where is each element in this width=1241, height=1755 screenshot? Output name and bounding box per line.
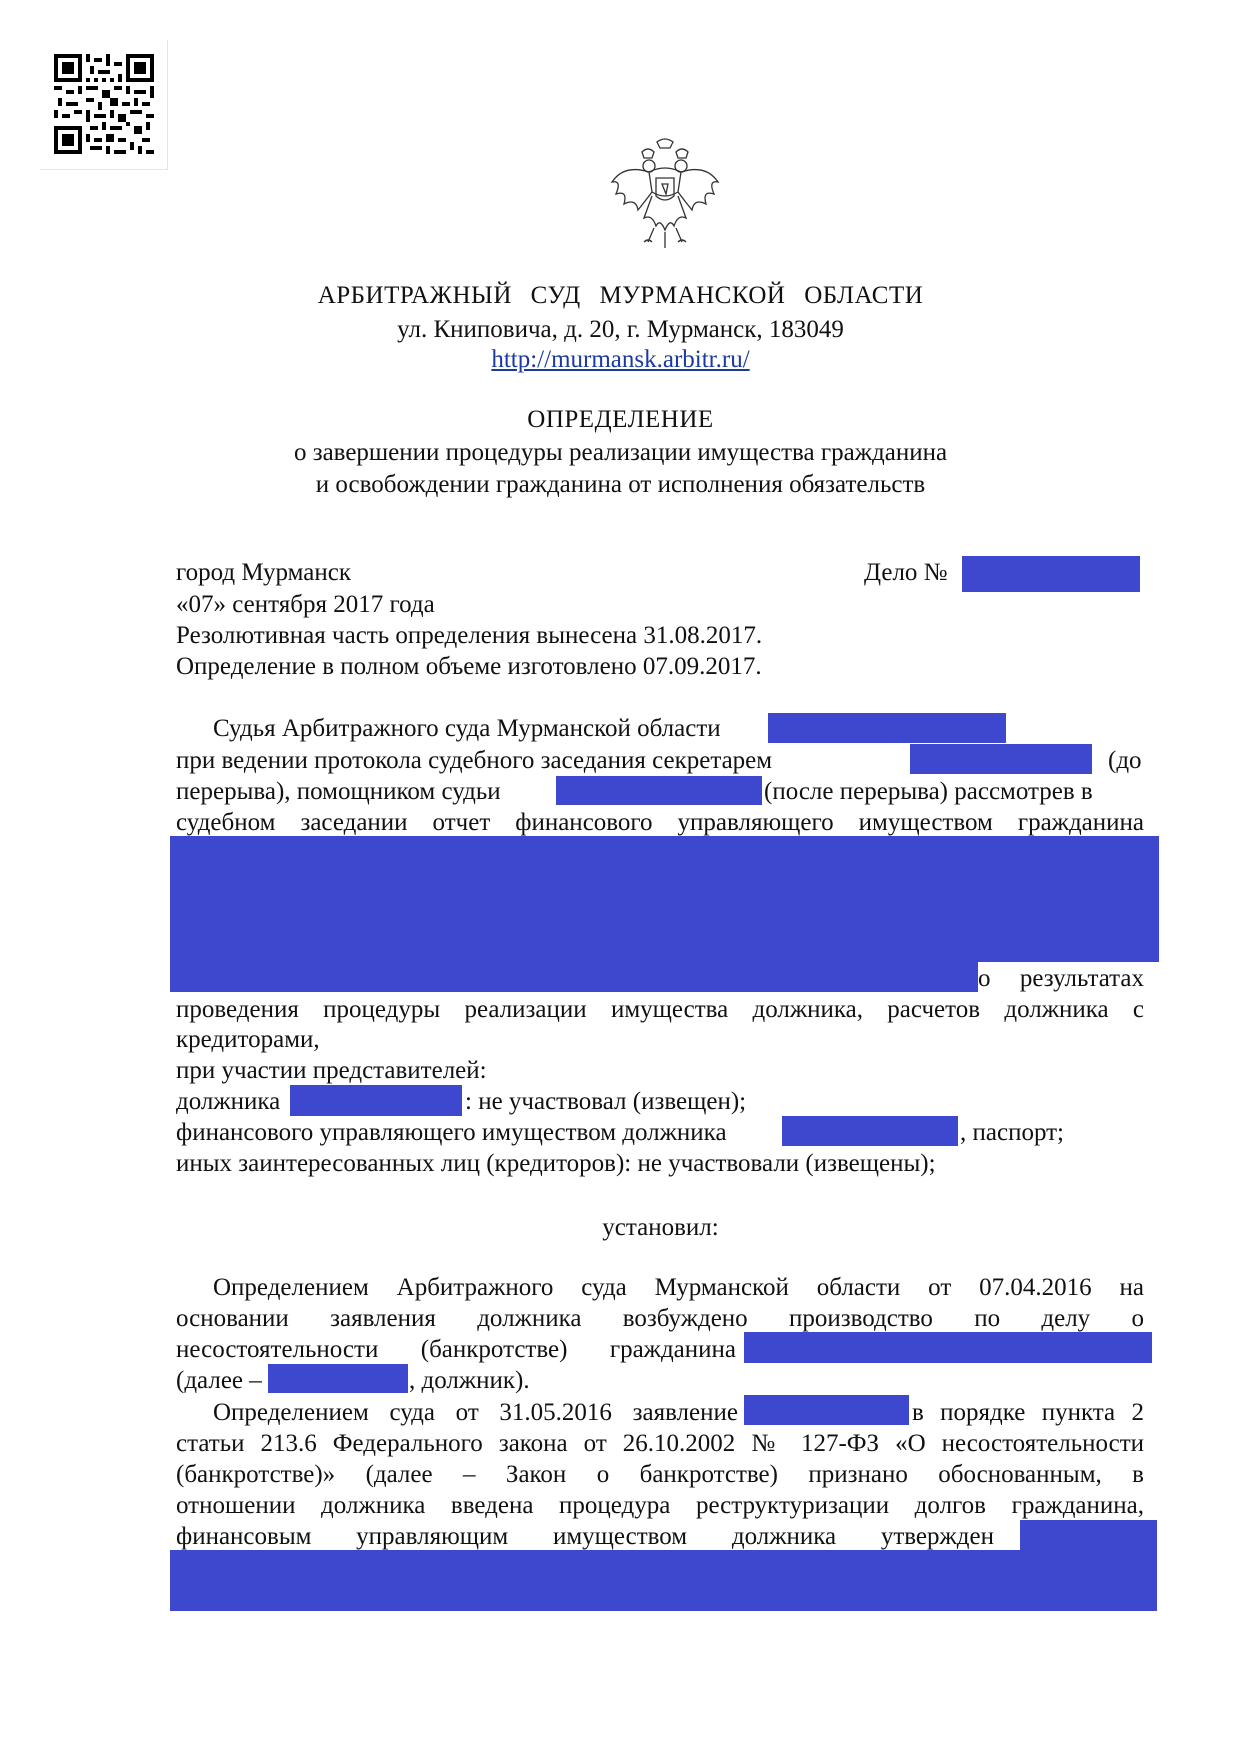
document-title: ОПРЕДЕЛЕНИЕ — [527, 406, 714, 433]
coat-of-arms-icon — [604, 134, 726, 256]
resolutive-part-date: Резолютивная часть определения вынесена 31.08.2017. — [176, 622, 763, 649]
p1-line-2b: (до — [1108, 747, 1142, 774]
p1-line-1: Судья Арбитражного суда Мурманской области — [213, 715, 721, 742]
p3-line-3: (банкротстве)» (далее – Закон о банкротстве) признано обоснованным, в — [176, 1461, 1144, 1488]
p1-line-4: судебном заседании отчет финансового управляющего имуществом гражданина — [176, 809, 1144, 836]
p2-line-3: несостоятельности (банкротстве) гражданина — [176, 1336, 736, 1363]
redacted-citizen-block — [170, 836, 1159, 962]
court-website-link[interactable]: http://murmansk.arbitr.ru/ — [491, 346, 750, 373]
p1-line-8: при участии представителей: — [176, 1057, 487, 1084]
p1-line-10b: , паспорт; — [960, 1119, 1064, 1146]
p1-line-9a: должника — [176, 1088, 281, 1115]
p3-line-2: статьи 213.6 Федерального закона от 26.10.2002 № 127-ФЗ «О несостоятельности — [176, 1430, 1144, 1457]
document-subtitle-line-1: о завершении процедуры реализации имущества гражданина — [293, 439, 948, 466]
p1-line-10a: финансового управляющего имуществом должника — [176, 1119, 727, 1146]
redacted-manager-details — [170, 1550, 1157, 1611]
p1-line-9b: : не участвовал (извещен); — [465, 1088, 747, 1115]
p2-line-4a: (далее – — [176, 1367, 262, 1394]
court-address: ул. Книповича, д. 20, г. Мурманск, 183049 — [397, 316, 844, 343]
qr-code — [40, 40, 168, 170]
p1-line-2a: при ведении протокола судебного заседания секретарем — [176, 747, 773, 774]
redacted-manager-name-2 — [1020, 1520, 1157, 1550]
p1-line-6: проведения процедуры реализации имущества должника, расчетов должника с — [176, 996, 1144, 1023]
redacted-manager-name — [782, 1116, 958, 1146]
established-heading: установил: — [602, 1214, 719, 1241]
redacted-case-number — [962, 556, 1140, 592]
full-text-date: Определение в полном объеме изготовлено 07.09.2017. — [176, 653, 762, 680]
redacted-debtor-name — [290, 1085, 462, 1116]
document-date: «07» сентября 2017 года — [176, 591, 435, 618]
p1-line-3a: перерыва), помощником судьи — [176, 778, 501, 805]
p1-line-11: иных заинтересованных лиц (кредиторов): не участвовали (извещены); — [176, 1150, 936, 1177]
redacted-secretary-name — [910, 744, 1092, 774]
p1-line-7: кредиторами, — [176, 1026, 320, 1053]
redacted-short-name — [268, 1364, 408, 1393]
p2-line-4b: , должник). — [409, 1367, 530, 1394]
redacted-citizen-name — [744, 1332, 1152, 1363]
case-number-label: Дело № — [864, 559, 948, 586]
city: город Мурманск — [176, 559, 351, 586]
p1-line-3b: (после перерыва) рассмотрев в — [764, 778, 1093, 805]
p3-line-1a: Определением суда от 31.05.2016 заявление — [213, 1399, 738, 1426]
p3-line-4: отношении должника введена процедура реструктуризации долгов гражданина, — [176, 1492, 1144, 1519]
redacted-assistant-name — [556, 776, 762, 805]
p1-line-5: о результатах — [978, 965, 1144, 992]
p2-line-1: Определением Арбитражного суда Мурманской области от 07.04.2016 на — [213, 1274, 1144, 1301]
document-subtitle-line-2: и освобождении гражданина от исполнения обязательств — [315, 471, 926, 498]
redacted-applicant-name — [744, 1395, 909, 1425]
redacted-citizen-block-tail — [170, 962, 978, 992]
p3-line-1b: в порядке пункта 2 — [912, 1399, 1144, 1426]
p3-line-5: финансовым управляющим имуществом должника утвержден — [176, 1523, 994, 1550]
redacted-judge-name — [768, 713, 1006, 743]
court-name: АРБИТРАЖНЫЙ СУД МУРМАНСКОЙ ОБЛАСТИ — [317, 282, 924, 309]
p2-line-2: основании заявления должника возбуждено производство по делу о — [176, 1305, 1144, 1332]
